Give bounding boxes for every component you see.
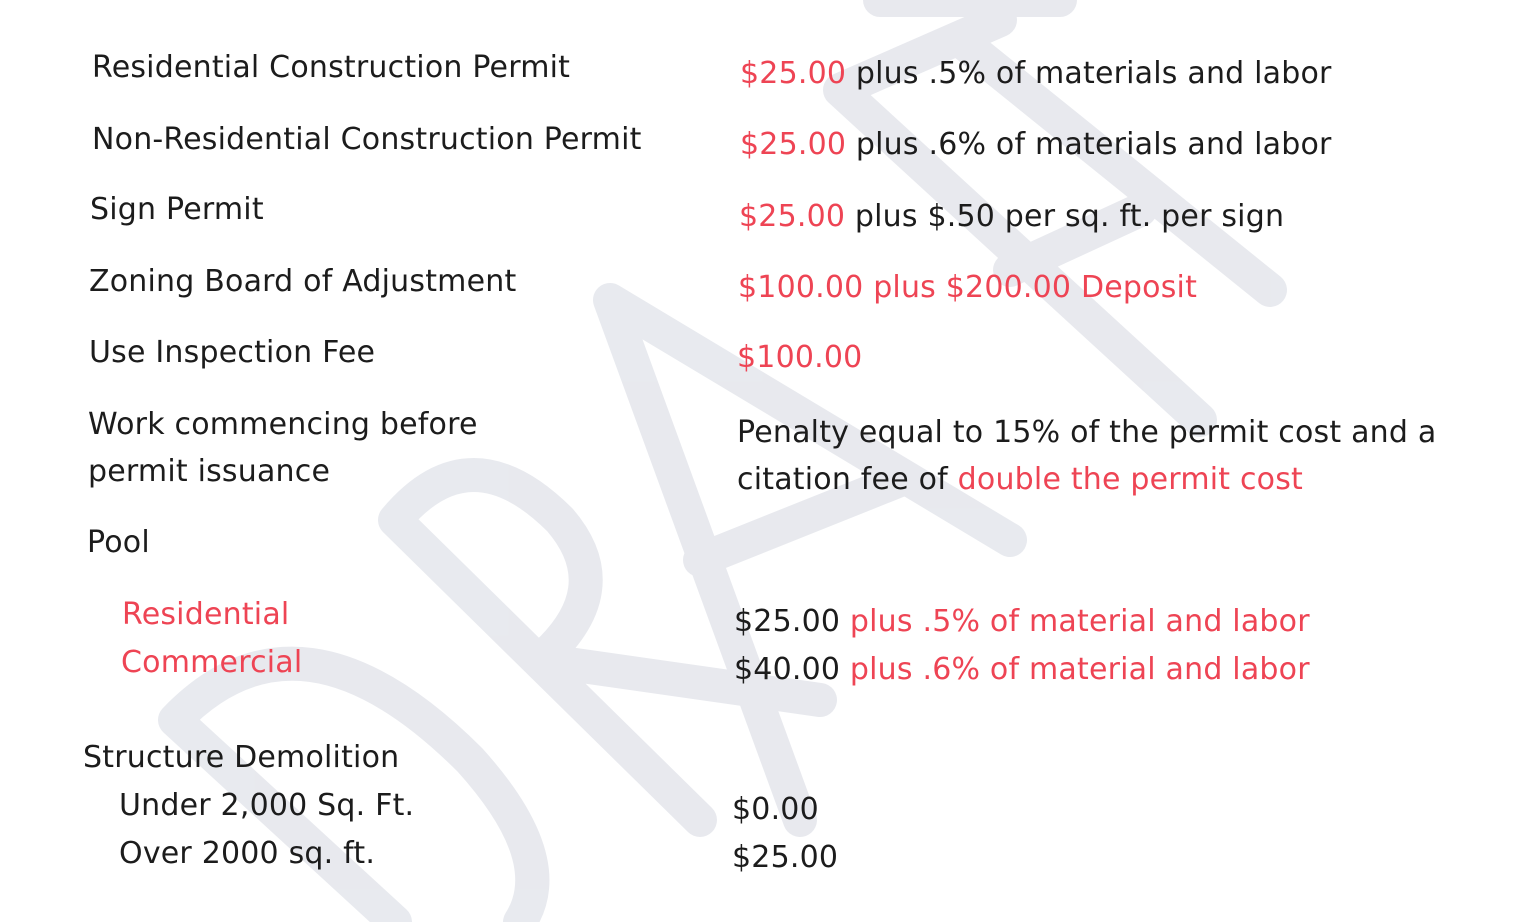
- work-before-permit-fee-highlight: double the permit cost: [957, 462, 1304, 497]
- demolition-under-fee: $0.00: [732, 792, 819, 827]
- non-residential-permit-detail: plus .6% of materials and labor: [846, 127, 1332, 162]
- use-inspection-label: Use Inspection Fee: [89, 335, 376, 370]
- pool-commercial-label: Commercial: [121, 645, 303, 680]
- pool-residential-fee: [734, 598, 1310, 646]
- use-inspection-fee: $100.00: [737, 340, 863, 375]
- demolition-label: Structure Demolition: [83, 740, 400, 775]
- pool-commercial-fee: [734, 646, 1310, 694]
- non-residential-permit-fee: [740, 121, 1332, 169]
- pool-commercial-amount: $40.00: [734, 652, 841, 687]
- work-before-permit-label-line2: permit issuance: [88, 454, 331, 489]
- zoning-board-fee: $100.00 plus $200.00 Deposit: [738, 270, 1198, 305]
- residential-permit-detail: plus .5% of materials and labor: [846, 56, 1332, 91]
- residential-permit-label: Residential Construction Permit: [92, 50, 571, 85]
- pool-commercial-detail: plus .6% of material and labor: [840, 652, 1310, 687]
- residential-permit-fee: [740, 50, 1332, 98]
- demolition-over-label: Over 2000 sq. ft.: [119, 836, 376, 871]
- non-residential-permit-label: Non-Residential Construction Permit: [92, 122, 642, 157]
- work-before-permit-fee-prefix: citation fee of: [737, 462, 958, 497]
- demolition-under-label: Under 2,000 Sq. Ft.: [119, 788, 415, 823]
- pool-residential-detail: plus .5% of material and labor: [840, 604, 1310, 639]
- non-residential-permit-amount: $25.00: [740, 127, 847, 162]
- sign-permit-label: Sign Permit: [90, 192, 264, 227]
- zoning-board-label: Zoning Board of Adjustment: [89, 264, 517, 299]
- work-before-permit-fee-line2: [737, 456, 1303, 504]
- work-before-permit-fee-line1: Penalty equal to 15% of the permit cost and a: [737, 415, 1437, 450]
- demolition-over-fee: $25.00: [732, 840, 839, 875]
- pool-residential-label: Residential: [122, 597, 290, 632]
- pool-label: Pool: [87, 525, 150, 560]
- sign-permit-amount: $25.00: [739, 199, 846, 234]
- pool-residential-amount: $25.00: [734, 604, 841, 639]
- residential-permit-amount: $25.00: [740, 56, 847, 91]
- work-before-permit-label-line1: Work commencing before: [88, 407, 478, 442]
- sign-permit-detail: plus $.50 per sq. ft. per sign: [845, 199, 1285, 234]
- sign-permit-fee: [739, 193, 1284, 241]
